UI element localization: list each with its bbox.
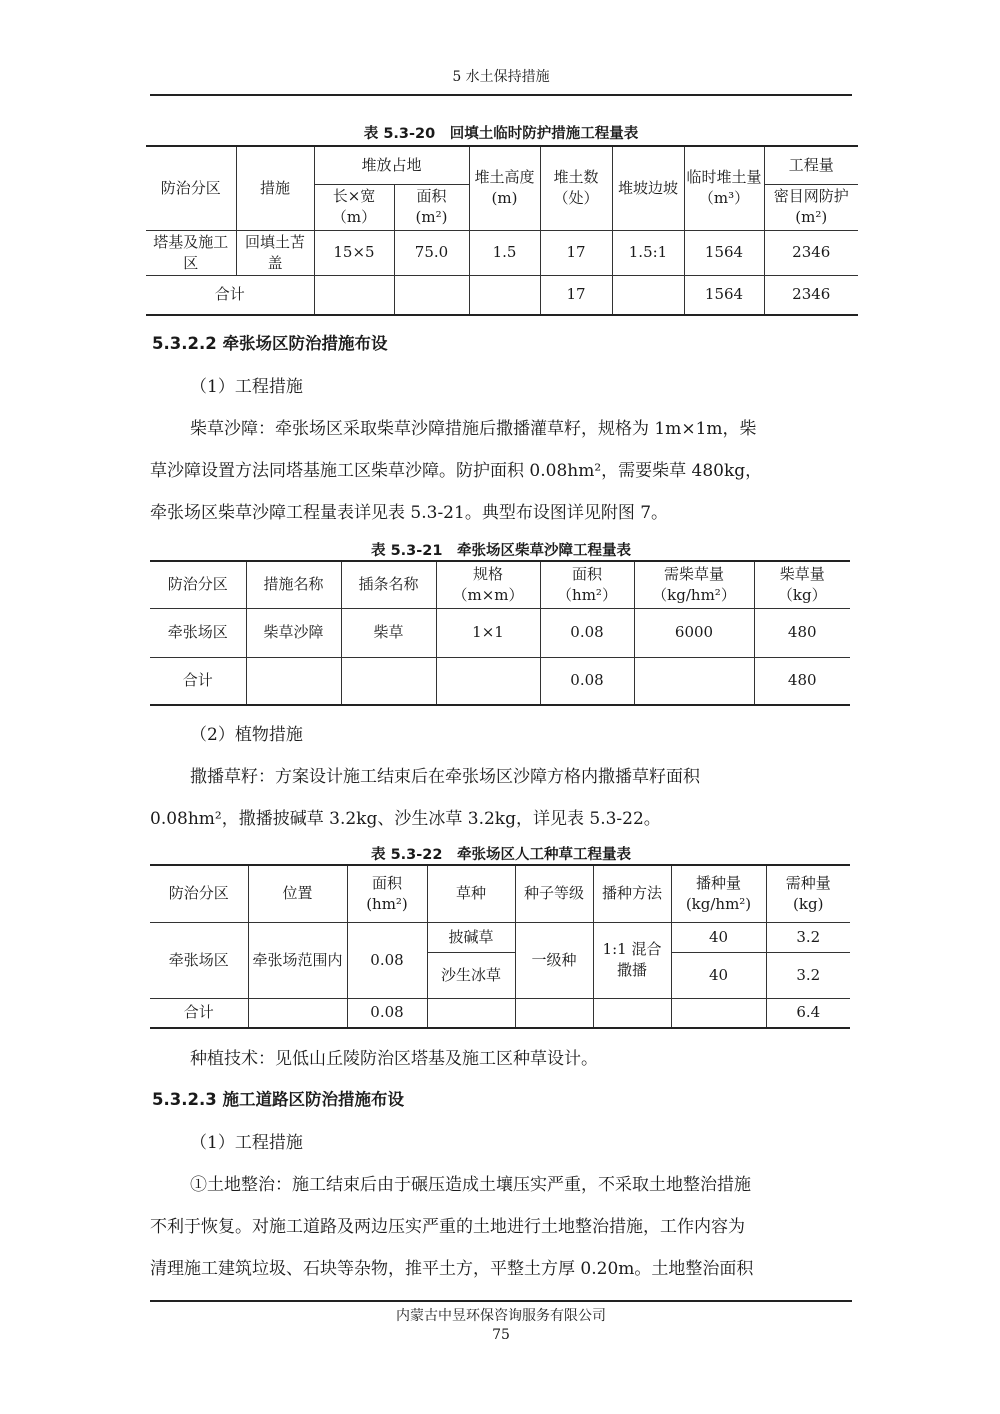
th-height-label: 堆土高度 [474,168,535,187]
para1-line3: 牵张场区柴草沙障工程量表详见表 5.3-21。典型布设图详见附图 7。 [150,503,669,523]
cell-total-area: 0.08 [540,657,634,705]
th-area-group: 堆放占地 [314,146,469,184]
table-5-3-20 [146,145,858,316]
th-rate-label: 播种量 [695,873,741,892]
subheading-engineering: （1）工程措施 [190,377,303,397]
th-lw [314,184,394,230]
cell-lw: 15×5 [314,230,394,275]
table2-caption: 表 5.3-21 牵张场区柴草沙障工程量表 [371,543,631,559]
cell-grade: 一级种 [515,922,593,998]
th-area [394,184,469,230]
cell-empty [469,275,540,315]
cell-area: 75.0 [394,230,469,275]
th-area [347,865,427,922]
page-footer [150,1300,852,1343]
para3-line3: 清理施工建筑垃圾、石块等杂物，推平土方，平整土方厚 0.20m。土地整治面积 [150,1259,754,1279]
th-area-label: 面积 [416,187,447,205]
th-net: 密目网防护(m²) [764,184,858,230]
table3-caption: 表 5.3-22 牵张场区人工种草工程量表 [371,847,631,863]
cell-empty [634,657,754,705]
th-need-label: 需柴草量 [663,564,724,583]
cell-method: 1:1 混合撒播 [593,922,671,998]
th-quantity: 工程量 [764,146,858,184]
cell-rate1: 40 [671,922,766,952]
cell-amount: 480 [754,608,850,657]
cell-measure: 柴草沙障 [246,608,341,657]
planting-technique-line: 种植技术：见低山丘陵防治区塔基及施工区种草设计。 [190,1049,598,1069]
cell-slope: 1.5:1 [612,230,684,275]
cell-total-label: 合计 [150,998,248,1028]
cell-count: 17 [540,230,612,275]
th-height-unit: (m) [491,189,518,208]
cell-empty [427,998,515,1028]
cell-net: 2346 [764,230,858,275]
th-need-unit: (kg) [793,894,824,913]
table1-caption: 表 5.3-20 回填土临时防护措施工程量表 [363,126,639,142]
cell-area: 0.08 [540,608,634,657]
th-zone: 防治分区 [150,865,248,922]
th-need [634,561,754,608]
cell-empty [248,998,347,1028]
cell-empty [593,998,671,1028]
th-spec-label: 规格 [472,564,503,583]
th-need-label: 需种量 [785,873,831,892]
cell-empty [341,657,436,705]
table-row [150,608,850,657]
cell-total-net: 2346 [764,275,858,315]
para3-line2: 不利于恢复。对施工道路及两边压实严重的土地进行土地整治措施，工作内容为 [150,1217,745,1237]
th-area-label: 面积 [571,564,602,583]
th-spec [436,561,540,608]
th-height [469,146,540,230]
th-rate [671,865,766,922]
th-spec-unit: （m×m） [452,585,524,604]
th-count: 堆土数（处） [540,146,612,230]
th-rate-unit: (kg/hm²) [685,894,752,913]
th-need [766,865,850,922]
section-heading-5-3-2-2: 5.3.2.2 牵张场区防治措施布设 [152,334,388,353]
th-volume-label: 临时堆土量 [686,168,762,187]
cell-need2: 3.2 [766,952,850,998]
cell-total-amount: 480 [754,657,850,705]
th-amount-unit: （kg） [777,585,827,604]
cell-zone: 牵张场区 [150,922,248,998]
para3-line1: ①土地整治：施工结束后由于碾压造成土壤压实严重，不采取土地整治措施 [190,1175,751,1195]
th-lw-label: 长×宽 [332,187,376,205]
table-row [146,230,858,275]
cell-grass2: 沙生冰草 [427,952,515,998]
th-location: 位置 [248,865,347,922]
cell-rate2: 40 [671,952,766,998]
cell-height: 1.5 [469,230,540,275]
cell-need1: 3.2 [766,922,850,952]
para1-line1: 柴草沙障：牵张场区采取柴草沙障措施后撒播灌草籽，规格为 1m×1m，柴 [190,419,757,439]
th-volume-unit: （m³） [698,189,750,208]
cell-empty [612,275,684,315]
th-amount-label: 柴草量 [779,564,825,583]
subheading-engineering-2: （1）工程措施 [190,1133,303,1153]
cell-empty [394,275,469,315]
cell-total-need: 6.4 [766,998,850,1028]
th-slope: 堆坡边坡 [612,146,684,230]
cell-zone: 牵张场区 [150,608,246,657]
cell-total-label: 合计 [150,657,246,705]
th-area-label: 面积 [371,873,402,892]
cell-volume: 1564 [684,230,764,275]
cell-total-label: 合计 [146,275,314,315]
th-grade: 种子等级 [515,865,593,922]
section-heading-5-3-2-3: 5.3.2.3 施工道路区防治措施布设 [152,1090,404,1109]
th-volume [684,146,764,230]
table-5-3-21 [150,560,850,706]
cell-spec: 1×1 [436,608,540,657]
cell-measure: 回填土苫盖 [236,230,314,275]
cell-empty [671,998,766,1028]
cell-strip: 柴草 [341,608,436,657]
th-zone: 防治分区 [146,146,236,230]
cell-empty [314,275,394,315]
footer-company: 内蒙古中昱环保咨询服务有限公司 [396,1308,606,1324]
table-total-row [150,998,850,1028]
th-area-unit: (hm²) [366,894,408,913]
para2-line1: 撒播草籽：方案设计施工结束后在牵张场区沙障方格内撒播草籽面积 [190,767,700,787]
cell-need: 6000 [634,608,754,657]
cell-zone: 塔基及施工区 [146,230,236,275]
page-header [150,60,852,96]
para1-line2: 草沙障设置方法同塔基施工区柴草沙障。防护面积 0.08hm²，需要柴草 480kg， [150,461,763,481]
cell-total-area: 0.08 [347,998,427,1028]
para2-line2: 0.08hm²，撒播披碱草 3.2kg、沙生冰草 3.2kg，详见表 5.3-22。 [150,809,661,829]
page-number: 75 [492,1327,510,1343]
cell-empty [246,657,341,705]
th-amount [754,561,850,608]
cell-location: 牵张场范围内 [248,922,347,998]
cell-empty [515,998,593,1028]
table-total-row [150,657,850,705]
th-lw-unit: （m） [331,208,377,226]
th-need-unit: （kg/hm²） [652,585,736,604]
cell-total-count: 17 [540,275,612,315]
th-area [540,561,634,608]
th-area-unit: （hm²） [557,585,617,604]
th-area-unit: (m²) [415,208,448,226]
th-zone: 防治分区 [150,561,246,608]
cell-total-volume: 1564 [684,275,764,315]
th-measure: 措施 [236,146,314,230]
cell-area: 0.08 [347,922,427,998]
th-measure-name: 措施名称 [246,561,341,608]
th-grass: 草种 [427,865,515,922]
cell-grass1: 披碱草 [427,922,515,952]
header-title: 5 水土保持措施 [452,69,550,85]
subheading-vegetation: （2）植物措施 [190,725,303,745]
cell-empty [436,657,540,705]
th-strip-name: 插条名称 [341,561,436,608]
th-method: 播种方法 [593,865,671,922]
table-total-row [146,275,858,315]
table-row [150,922,850,952]
table-5-3-22 [150,864,850,1029]
